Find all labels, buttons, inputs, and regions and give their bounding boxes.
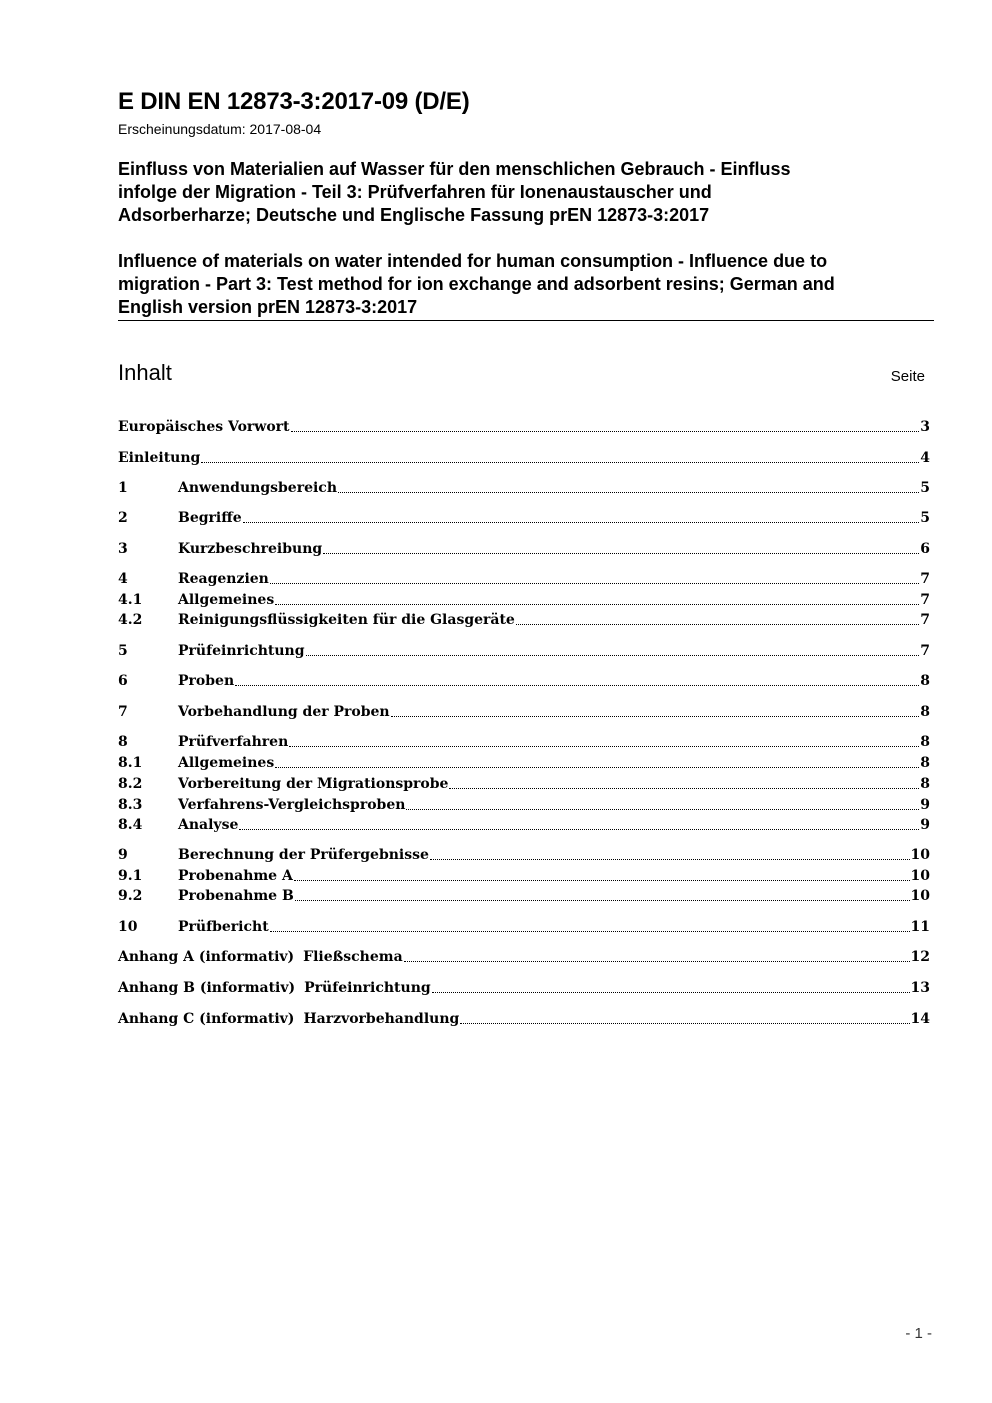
- toc-entry-label: Probenahme B: [178, 888, 294, 904]
- toc-entry-label: Einleitung: [118, 450, 201, 466]
- toc-dot-leader: [291, 430, 920, 432]
- toc-entry-number: 4.2: [118, 612, 143, 628]
- title-german: [118, 158, 938, 227]
- toc-dot-leader: [275, 766, 919, 768]
- toc-entry-label: Anwendungsbereich: [178, 480, 337, 496]
- toc-entry[interactable]: [118, 671, 930, 691]
- toc-entry-label: Prüfbericht: [178, 919, 269, 935]
- toc-entry-number: Anhang A (informativ): [118, 949, 295, 965]
- toc-entry[interactable]: [118, 610, 930, 630]
- toc-entry[interactable]: [118, 978, 930, 998]
- toc-entry-label: Prüfverfahren: [178, 734, 289, 750]
- toc-entry-number: 9.1: [118, 868, 143, 884]
- toc-entry[interactable]: [118, 417, 930, 437]
- toc-entry-page: 4: [920, 450, 930, 466]
- toc-dot-leader: [289, 745, 919, 747]
- toc-entry-number: 8.2: [118, 776, 143, 792]
- toc-entry[interactable]: [118, 448, 930, 468]
- toc-dot-leader: [243, 521, 920, 523]
- title-english-line: Influence of materials on water intended for human consumption - Influence due to: [118, 251, 828, 271]
- toc-entry-number: Anhang C (informativ): [118, 1011, 295, 1027]
- toc-entry-number: 8.4: [118, 817, 143, 833]
- toc-entry-label: Berechnung der Prüfergebnisse: [178, 847, 429, 863]
- toc-dot-leader: [295, 899, 910, 901]
- toc-entry[interactable]: [118, 569, 930, 589]
- toc-entry-number: 8.1: [118, 755, 143, 771]
- toc-entry[interactable]: [118, 845, 930, 865]
- toc-entry-label: Prüfeinrichtung: [304, 980, 431, 996]
- toc-page-heading: Seite: [890, 368, 925, 385]
- toc-entry-number: 2: [118, 510, 128, 526]
- toc-entry-label: Verfahrens-Vergleichsproben: [178, 797, 406, 813]
- toc-entry-label: Reagenzien: [178, 571, 269, 587]
- toc-entry[interactable]: [118, 753, 930, 773]
- toc-entry-page: 8: [920, 776, 930, 792]
- toc-entry-page: 3: [920, 419, 930, 435]
- toc-entry-label: Allgemeines: [178, 592, 275, 608]
- toc-dot-leader: [270, 582, 919, 584]
- toc-entry-label: Vorbereitung der Migrationsprobe: [178, 776, 449, 792]
- toc-entry-number: 1: [118, 480, 128, 496]
- toc-dot-leader: [391, 715, 920, 717]
- toc-entry[interactable]: [118, 947, 930, 967]
- toc-entry-page: 7: [920, 592, 930, 608]
- toc-entry-number: 5: [118, 643, 128, 659]
- toc-dot-leader: [449, 787, 919, 789]
- toc-dot-leader: [404, 960, 910, 962]
- toc-entry-number: 6: [118, 673, 128, 689]
- toc-dot-leader: [270, 930, 910, 932]
- toc-entry-page: 10: [910, 888, 930, 904]
- publication-date: Erscheinungsdatum: 2017-08-04: [118, 121, 322, 137]
- toc-dot-leader: [430, 858, 910, 860]
- toc-dot-leader: [460, 1022, 909, 1024]
- toc-entry-number: 10: [118, 919, 138, 935]
- title-german-line: Adsorberharze; Deutsche und Englische Fassung prEN 12873-3:2017: [118, 205, 710, 225]
- toc-entry-page: 8: [920, 673, 930, 689]
- toc-entry[interactable]: [118, 590, 930, 610]
- toc-entry-label: Vorbehandlung der Proben: [178, 704, 390, 720]
- toc-entry-page: 9: [920, 797, 930, 813]
- toc-dot-leader: [239, 828, 919, 830]
- toc-heading: Inhalt: [118, 360, 172, 385]
- toc-entry[interactable]: [118, 917, 930, 937]
- toc-dot-leader: [516, 623, 919, 625]
- toc-entry-label: Probenahme A: [178, 868, 293, 884]
- toc-entry[interactable]: [118, 886, 930, 906]
- toc-entry-page: 10: [910, 868, 930, 884]
- toc-entry-number: 8.3: [118, 797, 143, 813]
- toc-dot-leader: [275, 603, 919, 605]
- toc-entry-page: 5: [920, 510, 930, 526]
- toc-entry-number: 9.2: [118, 888, 143, 904]
- toc-entry-page: 10: [910, 847, 930, 863]
- toc-entry[interactable]: [118, 702, 930, 722]
- toc-entry-number: 4: [118, 571, 128, 587]
- toc-entry-page: 7: [920, 612, 930, 628]
- toc-entry-number: 3: [118, 541, 128, 557]
- toc-entry-number: Anhang B (informativ): [118, 980, 296, 996]
- toc-entry[interactable]: [118, 774, 930, 794]
- toc-entry-number: 8: [118, 734, 128, 750]
- toc-dot-leader: [201, 461, 919, 463]
- toc-entry-page: 9: [920, 817, 930, 833]
- toc-entry-page: 8: [920, 755, 930, 771]
- title-english: [118, 250, 938, 319]
- toc-dot-leader: [338, 491, 919, 493]
- toc-entry[interactable]: [118, 641, 930, 661]
- toc-entry-page: 5: [920, 480, 930, 496]
- toc-dot-leader: [323, 552, 919, 554]
- toc-dot-leader: [235, 684, 919, 686]
- toc-entry-label: Fließschema: [303, 949, 403, 965]
- title-german-line: infolge der Migration - Teil 3: Prüfverfahren für Ionenaustauscher und: [118, 182, 712, 202]
- toc-entry[interactable]: [118, 539, 930, 559]
- toc-dot-leader: [432, 991, 910, 993]
- toc-entry-page: 14: [910, 1011, 930, 1027]
- document-title: E DIN EN 12873-3:2017-09 (D/E): [118, 88, 470, 115]
- toc-entry[interactable]: [118, 815, 930, 835]
- toc-entry-number: 4.1: [118, 592, 143, 608]
- title-german-line: Einfluss von Materialien auf Wasser für den menschlichen Gebrauch - Einfluss: [118, 159, 791, 179]
- toc-entry[interactable]: [118, 478, 930, 498]
- toc-entry-label: Analyse: [178, 817, 239, 833]
- toc-entry-page: 7: [920, 643, 930, 659]
- toc-entry-page: 13: [910, 980, 930, 996]
- toc-entry-label: Europäisches Vorwort: [118, 419, 290, 435]
- toc-entry-page: 6: [920, 541, 930, 557]
- toc-entry-label: Allgemeines: [178, 755, 275, 771]
- toc-entry-label: Begriffe: [178, 510, 242, 526]
- toc-entry[interactable]: [118, 508, 930, 528]
- toc-entry-label: Proben: [178, 673, 235, 689]
- toc-entry-number: 7: [118, 704, 128, 720]
- toc-entry[interactable]: [118, 795, 930, 815]
- toc-entry-label: Prüfeinrichtung: [178, 643, 305, 659]
- toc-entry-number: 9: [118, 847, 128, 863]
- toc-entry[interactable]: [118, 1009, 930, 1029]
- toc-entry-page: 7: [920, 571, 930, 587]
- toc-dot-leader: [406, 808, 919, 810]
- toc-entry[interactable]: [118, 866, 930, 886]
- toc-entry-label: Reinigungsflüssigkeiten für die Glasgeräte: [178, 612, 515, 628]
- toc-entry-page: 8: [920, 704, 930, 720]
- toc-dot-leader: [306, 654, 920, 656]
- footer-page-number: - 1 -: [905, 1325, 932, 1342]
- toc-entry-label: Kurzbeschreibung: [178, 541, 323, 557]
- toc-entry[interactable]: [118, 732, 930, 752]
- title-divider: [118, 320, 934, 321]
- title-english-line: migration - Part 3: Test method for ion exchange and adsorbent resins; German and: [118, 274, 835, 294]
- title-english-line: English version prEN 12873-3:2017: [118, 297, 418, 317]
- toc-dot-leader: [294, 879, 910, 881]
- toc-entry-page: 12: [910, 949, 930, 965]
- toc-entry-page: 11: [910, 919, 930, 935]
- toc-entry-page: 8: [920, 734, 930, 750]
- toc-entry-label: Harzvorbehandlung: [303, 1011, 460, 1027]
